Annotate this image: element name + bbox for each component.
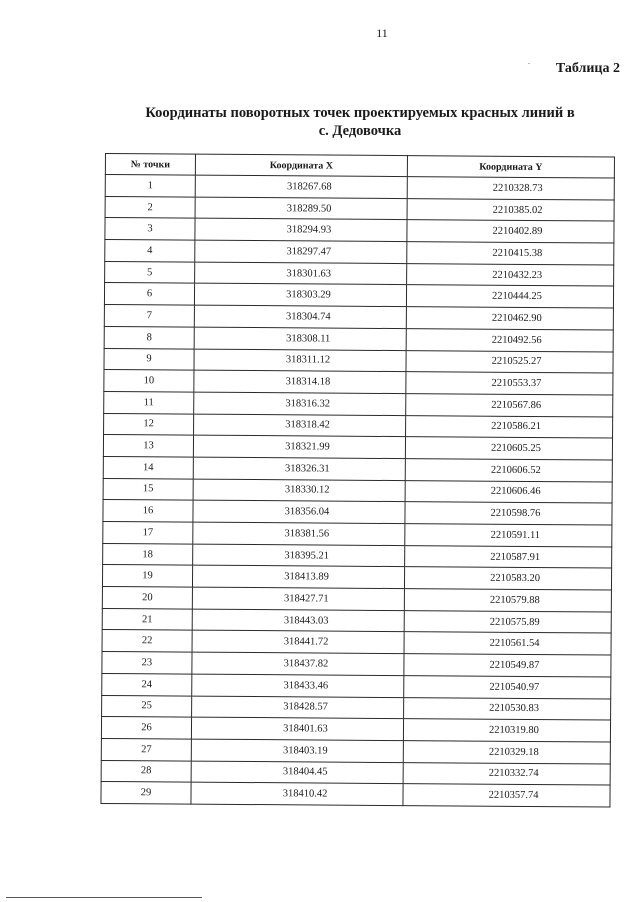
cell-coordinate-y: 2210357.74 bbox=[403, 784, 610, 807]
cell-point-number: 13 bbox=[103, 435, 193, 457]
cell-coordinate-x: 318330.12 bbox=[193, 479, 405, 502]
cell-coordinate-x: 318437.82 bbox=[192, 652, 404, 675]
cell-coordinate-x: 318303.29 bbox=[194, 284, 406, 307]
document-title bbox=[60, 104, 640, 140]
cell-point-number: 8 bbox=[104, 326, 194, 348]
cell-coordinate-x: 318308.11 bbox=[194, 327, 406, 350]
cell-coordinate-y: 2210462.90 bbox=[406, 307, 613, 330]
cell-coordinate-x: 318443.03 bbox=[192, 609, 404, 632]
cell-coordinate-y: 2210549.87 bbox=[404, 654, 611, 677]
cell-point-number: 20 bbox=[102, 587, 192, 609]
cell-coordinate-y: 2210332.74 bbox=[403, 762, 610, 785]
cell-coordinate-x: 318304.74 bbox=[194, 305, 406, 328]
cell-coordinate-y: 2210432.23 bbox=[407, 263, 614, 286]
cell-point-number: 17 bbox=[103, 521, 193, 543]
cell-coordinate-y: 2210567.86 bbox=[406, 393, 613, 416]
cell-point-number: 12 bbox=[104, 413, 194, 435]
cell-point-number: 6 bbox=[104, 283, 194, 305]
cell-point-number: 27 bbox=[101, 738, 191, 760]
cell-coordinate-y: 2210525.27 bbox=[406, 350, 613, 373]
cell-coordinate-x: 318441.72 bbox=[192, 631, 404, 654]
cell-coordinate-y: 2210591.11 bbox=[405, 524, 612, 547]
cell-point-number: 11 bbox=[104, 391, 194, 413]
cell-point-number: 19 bbox=[102, 565, 192, 587]
cell-coordinate-x: 318289.50 bbox=[195, 197, 407, 220]
cell-coordinate-y: 2210319.80 bbox=[403, 719, 610, 742]
cell-point-number: 2 bbox=[105, 196, 195, 218]
scan-mark bbox=[528, 63, 530, 64]
header-coordinate-y: Координата Y bbox=[407, 156, 614, 178]
cell-coordinate-y: 2210587.91 bbox=[405, 545, 612, 568]
cell-coordinate-x: 318311.12 bbox=[194, 349, 406, 372]
cell-coordinate-y: 2210606.46 bbox=[405, 480, 612, 503]
cell-point-number: 25 bbox=[102, 695, 192, 717]
cell-coordinate-y: 2210385.02 bbox=[407, 198, 614, 221]
cell-coordinate-y: 2210402.89 bbox=[407, 220, 614, 243]
cell-coordinate-x: 318326.31 bbox=[193, 457, 405, 480]
cell-coordinate-x: 318318.42 bbox=[194, 414, 406, 437]
cell-coordinate-y: 2210575.89 bbox=[404, 610, 611, 633]
cell-coordinate-y: 2210492.56 bbox=[406, 328, 613, 351]
cell-coordinate-y: 2210579.88 bbox=[404, 589, 611, 612]
title-line-1: Координаты поворотных точек проектируемых красных линий в bbox=[145, 105, 575, 121]
footer-rule bbox=[6, 897, 202, 898]
cell-coordinate-y: 2210586.21 bbox=[406, 415, 613, 438]
cell-coordinate-x: 318321.99 bbox=[193, 435, 405, 458]
cell-coordinate-x: 318403.19 bbox=[191, 739, 403, 762]
cell-coordinate-x: 318410.42 bbox=[191, 782, 403, 805]
coordinates-table bbox=[100, 153, 615, 807]
cell-coordinate-y: 2210328.73 bbox=[407, 177, 614, 200]
cell-coordinate-x: 318294.93 bbox=[195, 219, 407, 242]
cell-coordinate-x: 318297.47 bbox=[195, 240, 407, 263]
cell-coordinate-x: 318433.46 bbox=[192, 674, 404, 697]
page-number: 11 bbox=[376, 26, 388, 40]
cell-point-number: 7 bbox=[104, 305, 194, 327]
header-coordinate-x: Координата X bbox=[195, 154, 407, 176]
cell-coordinate-y: 2210444.25 bbox=[406, 285, 613, 308]
cell-coordinate-y: 2210415.38 bbox=[407, 242, 614, 265]
cell-point-number: 5 bbox=[105, 261, 195, 283]
cell-point-number: 10 bbox=[104, 370, 194, 392]
cell-coordinate-y: 2210553.37 bbox=[406, 372, 613, 395]
cell-point-number: 18 bbox=[103, 543, 193, 565]
cell-point-number: 29 bbox=[101, 782, 191, 804]
cell-coordinate-x: 318404.45 bbox=[191, 761, 403, 784]
cell-point-number: 28 bbox=[101, 760, 191, 782]
table-label: Таблица 2 bbox=[555, 61, 620, 76]
cell-coordinate-y: 2210583.20 bbox=[404, 567, 611, 590]
cell-coordinate-x: 318301.63 bbox=[195, 262, 407, 285]
cell-point-number: 16 bbox=[103, 500, 193, 522]
table-body bbox=[101, 175, 614, 807]
cell-coordinate-x: 318356.04 bbox=[193, 500, 405, 523]
cell-point-number: 3 bbox=[105, 218, 195, 240]
cell-coordinate-x: 318267.68 bbox=[195, 175, 407, 198]
cell-point-number: 21 bbox=[102, 608, 192, 630]
cell-coordinate-x: 318401.63 bbox=[191, 717, 403, 740]
cell-point-number: 9 bbox=[104, 348, 194, 370]
table-row bbox=[101, 782, 610, 807]
cell-point-number: 1 bbox=[105, 175, 195, 197]
cell-point-number: 15 bbox=[103, 478, 193, 500]
cell-coordinate-x: 318428.57 bbox=[192, 696, 404, 719]
cell-coordinate-x: 318427.71 bbox=[192, 587, 404, 610]
cell-coordinate-x: 318413.89 bbox=[192, 565, 404, 588]
cell-point-number: 26 bbox=[101, 717, 191, 739]
title-line-2: с. Дедовочка bbox=[318, 123, 402, 139]
header-point-number: № точки bbox=[105, 154, 195, 176]
cell-point-number: 14 bbox=[103, 456, 193, 478]
cell-coordinate-y: 2210561.54 bbox=[404, 632, 611, 655]
cell-coordinate-x: 318381.56 bbox=[193, 522, 405, 545]
cell-point-number: 23 bbox=[102, 652, 192, 674]
cell-coordinate-x: 318314.18 bbox=[194, 370, 406, 393]
cell-coordinate-x: 318395.21 bbox=[193, 544, 405, 567]
cell-point-number: 4 bbox=[105, 240, 195, 262]
cell-coordinate-y: 2210329.18 bbox=[403, 740, 610, 763]
cell-point-number: 22 bbox=[102, 630, 192, 652]
cell-coordinate-y: 2210540.97 bbox=[404, 675, 611, 698]
cell-coordinate-y: 2210598.76 bbox=[405, 502, 612, 525]
cell-coordinate-x: 318316.32 bbox=[194, 392, 406, 415]
cell-coordinate-y: 2210530.83 bbox=[404, 697, 611, 720]
cell-coordinate-y: 2210605.25 bbox=[405, 437, 612, 460]
cell-point-number: 24 bbox=[102, 673, 192, 695]
cell-coordinate-y: 2210606.52 bbox=[405, 459, 612, 482]
